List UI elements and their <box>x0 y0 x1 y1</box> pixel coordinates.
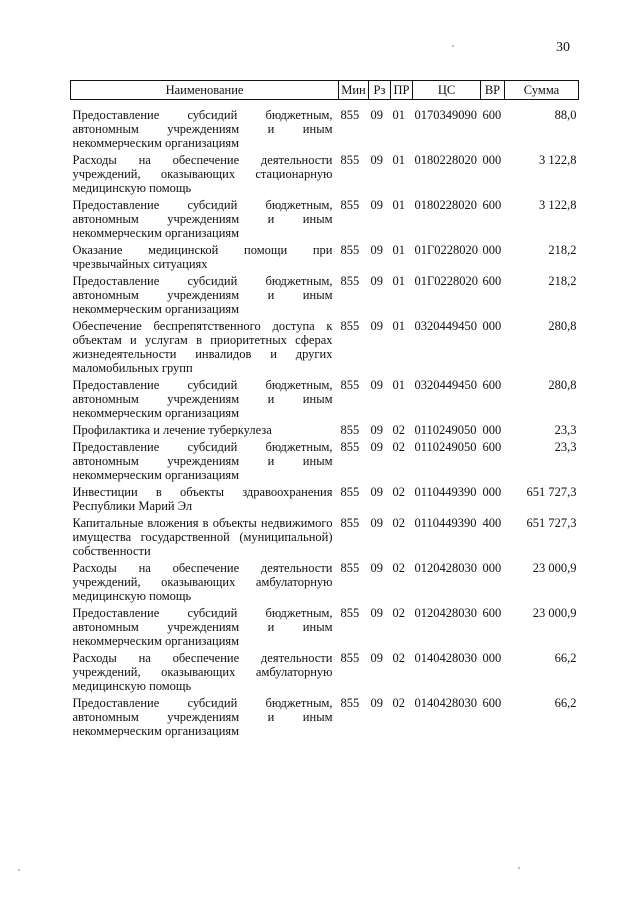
row-pr: 02 <box>392 696 405 710</box>
row-vr: 000 <box>482 153 502 167</box>
row-rz: 09 <box>370 198 383 212</box>
table-row <box>71 243 579 274</box>
table-row <box>71 485 579 516</box>
table-row <box>71 440 579 485</box>
row-cs: 0110249050 <box>414 440 477 454</box>
row-min: 855 <box>340 606 360 620</box>
row-cs: 0140428030 <box>414 651 477 665</box>
row-sum: 66,2 <box>554 696 577 710</box>
row-name: Инвестиции в объекты здравоохранения Республики Марий Эл <box>72 485 333 513</box>
row-rz: 09 <box>370 606 383 620</box>
row-cs: 0320449450 <box>414 319 477 333</box>
row-min: 855 <box>340 440 360 454</box>
row-cs: 0110449390 <box>414 485 477 499</box>
row-sum: 218,2 <box>548 274 577 288</box>
row-pr: 02 <box>392 561 405 575</box>
table-row <box>71 319 579 378</box>
table-row <box>71 378 579 423</box>
row-min: 855 <box>340 153 360 167</box>
table-row <box>71 274 579 319</box>
row-vr: 600 <box>482 606 502 620</box>
table-row <box>71 153 579 198</box>
row-min: 855 <box>340 108 360 122</box>
row-name: Расходы на обеспечение деятельности учреждений, оказывающих амбулаторную медицинскую помощь <box>72 651 333 693</box>
row-pr: 01 <box>392 319 405 333</box>
table-row <box>71 198 579 243</box>
row-sum: 88,0 <box>554 108 577 122</box>
row-sum: 3 122,8 <box>539 153 577 167</box>
row-cs: 0170349090 <box>414 108 477 122</box>
row-name: Предоставление субсидий бюджетным, автономным учреждениям и иным некоммерческим организациям <box>72 606 333 648</box>
row-sum: 3 122,8 <box>539 198 577 212</box>
scan-speck <box>518 867 520 869</box>
scan-speck <box>18 869 20 871</box>
row-sum: 23 000,9 <box>532 606 577 620</box>
row-pr: 01 <box>392 378 405 392</box>
row-name: Профилактика и лечение туберкулеза <box>72 423 272 437</box>
row-name: Предоставление субсидий бюджетным, автономным учреждениям и иным некоммерческим организациям <box>72 696 333 738</box>
row-name: Расходы на обеспечение деятельности учреждений, оказывающих стационарную медицинскую помощь <box>72 153 333 195</box>
row-min: 855 <box>340 423 360 437</box>
row-rz: 09 <box>370 516 383 530</box>
header-cs: ЦС <box>413 81 481 100</box>
row-min: 855 <box>340 274 360 288</box>
scan-speck <box>452 45 454 47</box>
row-vr: 600 <box>482 198 502 212</box>
row-min: 855 <box>340 651 360 665</box>
row-name: Предоставление субсидий бюджетным, автономным учреждениям и иным некоммерческим организациям <box>72 198 333 240</box>
row-cs: 0180228020 <box>414 153 477 167</box>
row-vr: 000 <box>482 319 502 333</box>
row-cs: 0320449450 <box>414 378 477 392</box>
row-min: 855 <box>340 485 360 499</box>
row-pr: 01 <box>392 243 405 257</box>
row-min: 855 <box>340 561 360 575</box>
table-row <box>71 651 579 696</box>
row-cs: 01Г0228020 <box>414 274 478 288</box>
row-name: Предоставление субсидий бюджетным, автономным учреждениям и иным некоммерческим организациям <box>72 108 333 150</box>
row-rz: 09 <box>370 485 383 499</box>
row-min: 855 <box>340 319 360 333</box>
header-sum: Сумма <box>505 81 579 100</box>
row-min: 855 <box>340 243 360 257</box>
header-min: Мин <box>339 81 369 100</box>
header-pr: ПР <box>391 81 413 100</box>
row-pr: 01 <box>392 198 405 212</box>
table-row <box>71 108 579 153</box>
row-pr: 01 <box>392 108 405 122</box>
row-pr: 01 <box>392 274 405 288</box>
budget-table <box>70 80 579 741</box>
row-cs: 01Г0228020 <box>414 243 478 257</box>
header-name: Наименование <box>71 81 339 100</box>
row-pr: 02 <box>392 516 405 530</box>
row-pr: 01 <box>392 153 405 167</box>
row-sum: 23,3 <box>554 440 577 454</box>
row-vr: 600 <box>482 108 502 122</box>
table-row <box>71 561 579 606</box>
row-rz: 09 <box>370 561 383 575</box>
row-vr: 000 <box>482 651 502 665</box>
row-sum: 66,2 <box>554 651 577 665</box>
row-pr: 02 <box>392 423 405 437</box>
row-rz: 09 <box>370 243 383 257</box>
row-sum: 651 727,3 <box>526 485 577 499</box>
row-sum: 23 000,9 <box>532 561 577 575</box>
row-name: Расходы на обеспечение деятельности учреждений, оказывающих амбулаторную медицинскую помощь <box>72 561 333 603</box>
row-sum: 651 727,3 <box>526 516 577 530</box>
row-vr: 600 <box>482 440 502 454</box>
row-cs: 0120428030 <box>414 606 477 620</box>
row-pr: 02 <box>392 440 405 454</box>
row-name: Обеспечение беспрепятственного доступа к объектам и услугам в приоритетных сферах жизнедеятельности инвалидов и других маломобильных групп <box>72 319 333 375</box>
row-vr: 000 <box>482 485 502 499</box>
table-row <box>71 696 579 741</box>
row-pr: 02 <box>392 651 405 665</box>
header-rz: Рз <box>369 81 391 100</box>
header-vr: ВР <box>481 81 505 100</box>
table-row <box>71 606 579 651</box>
row-rz: 09 <box>370 274 383 288</box>
row-vr: 000 <box>482 561 502 575</box>
row-name: Капитальные вложения в объекты недвижимого имущества государственной (муниципальной) собственности <box>72 516 333 558</box>
row-rz: 09 <box>370 378 383 392</box>
row-name: Предоставление субсидий бюджетным, автономным учреждениям и иным некоммерческим организациям <box>72 440 333 482</box>
row-name: Предоставление субсидий бюджетным, автономным учреждениям и иным некоммерческим организациям <box>72 274 333 316</box>
row-sum: 23,3 <box>554 423 577 437</box>
row-min: 855 <box>340 198 360 212</box>
row-cs: 0110449390 <box>414 516 477 530</box>
row-rz: 09 <box>370 423 383 437</box>
table-row <box>71 423 579 440</box>
row-rz: 09 <box>370 696 383 710</box>
row-sum: 280,8 <box>548 319 577 333</box>
row-cs: 0180228020 <box>414 198 477 212</box>
row-vr: 000 <box>482 243 502 257</box>
row-rz: 09 <box>370 108 383 122</box>
row-vr: 400 <box>482 516 502 530</box>
table-header-row <box>71 81 579 100</box>
table-body <box>71 100 579 742</box>
row-pr: 02 <box>392 485 405 499</box>
row-min: 855 <box>340 696 360 710</box>
row-cs: 0120428030 <box>414 561 477 575</box>
row-min: 855 <box>340 516 360 530</box>
row-vr: 600 <box>482 696 502 710</box>
row-vr: 600 <box>482 274 502 288</box>
row-min: 855 <box>340 378 360 392</box>
page-number: 30 <box>556 40 570 55</box>
row-name: Оказание медицинской помощи при чрезвычайных ситуациях <box>72 243 333 271</box>
row-vr: 000 <box>482 423 502 437</box>
row-name: Предоставление субсидий бюджетным, автономным учреждениям и иным некоммерческим организациям <box>72 378 333 420</box>
row-rz: 09 <box>370 651 383 665</box>
table-row <box>71 516 579 561</box>
row-sum: 280,8 <box>548 378 577 392</box>
row-rz: 09 <box>370 440 383 454</box>
row-sum: 218,2 <box>548 243 577 257</box>
row-pr: 02 <box>392 606 405 620</box>
row-cs: 0110249050 <box>414 423 477 437</box>
row-cs: 0140428030 <box>414 696 477 710</box>
row-rz: 09 <box>370 153 383 167</box>
row-rz: 09 <box>370 319 383 333</box>
row-vr: 600 <box>482 378 502 392</box>
